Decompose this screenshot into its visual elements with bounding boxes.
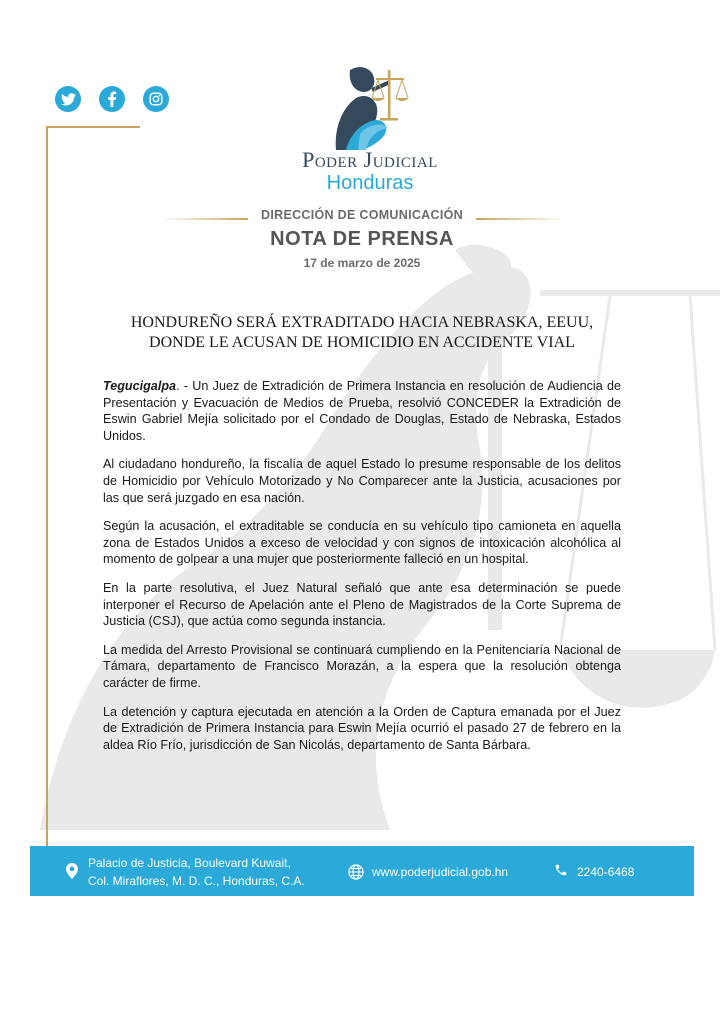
paragraph-5: La medida del Arresto Provisional se continuará cumpliendo en la Penitenciaría Nacional de Támara, departamento de Francisco Morazán, a la espera que la resolución obtenga carácter de firme. <box>103 642 621 690</box>
paragraph-3: Según la acusación, el extraditable se conducía en su vehículo tipo camioneta en aquella zona de Estados Unidos a exceso de velocidad y con signos de intoxicación alcohólica al momento de golpear a una mujer que posteriormente falleció en un hospital. <box>103 519 621 567</box>
paragraph-4: En la parte resolutiva, el Juez Natural señaló que ante esa determinación se puede interponer el Recurso de Apelación ante el Pleno de Magistrados de la Corte Suprema de Justicia (CSJ), que actúa como segunda instancia. <box>103 580 621 629</box>
phone-icon <box>554 863 568 877</box>
instagram-icon[interactable] <box>143 86 169 112</box>
brand-name <box>270 148 470 194</box>
website-link[interactable]: www.poderjudicial.gob.hn <box>372 865 509 879</box>
twitter-icon[interactable] <box>55 86 81 112</box>
location-pin-icon <box>66 863 78 879</box>
brand-line-2: Honduras <box>326 172 414 194</box>
globe-icon <box>348 864 364 880</box>
social-links <box>55 86 169 112</box>
headline-line-1: HONDUREÑO SERÁ EXTRADITADO HACIA NEBRASKA, EEUU, <box>130 314 594 331</box>
paragraph-1-text: . - Un Juez de Extradición de Primera Instancia en resolución de Audiencia de Presentación y Evacuación de Medios de Prueba, resolvió CONCEDER la Extradición de Eswin Gabriel Mejía solicitado por el Condado de Douglas, Estado de Nebraska, Estados Unidos. <box>103 379 621 443</box>
phone-number[interactable]: 2240-6468 <box>577 865 635 879</box>
contact-footer <box>30 846 694 896</box>
address-line-2: Col. Miraflores, M. D. C., Honduras, C.A. <box>88 874 305 888</box>
facebook-icon[interactable] <box>99 86 125 112</box>
department-title: DIRECCIÓN DE COMUNICACIÓN <box>261 208 463 222</box>
paragraph-1 <box>103 378 621 444</box>
headline <box>80 313 644 353</box>
footer-address <box>88 854 305 890</box>
brand-line-1: Poder Judicial <box>302 147 438 172</box>
document-type: NOTA DE PRENSA <box>270 228 454 250</box>
lady-justice-logo <box>316 64 416 152</box>
paragraph-6: La detención y captura ejecutada en atención a la Orden de Captura emanada por el Juez de Extradición de Primera Instancia para Eswin Mejía ocurrió el pasado 27 de febrero en la aldea Río Frío, jurisdicción de San Nicolás, departamento de Santa Bárbara. <box>103 704 621 752</box>
headline-line-2: DONDE LE ACUSAN DE HOMICIDIO EN ACCIDENTE VIAL <box>149 334 575 351</box>
address-line-1: Palacio de Justicia, Boulevard Kuwait, <box>88 856 291 870</box>
dateline-city: Tegucigalpa <box>103 379 177 393</box>
article-body <box>103 378 621 765</box>
press-date: 17 de marzo de 2025 <box>303 256 421 270</box>
frame-line-top <box>46 126 140 128</box>
paragraph-2: Al ciudadano hondureño, la fiscalía de aquel Estado lo presume responsable de los delitos de Homicidio por Vehículo Motorizado y No Comparecer ante la Justicia, acusaciones por las que será juzgado en esa nación. <box>103 457 621 505</box>
